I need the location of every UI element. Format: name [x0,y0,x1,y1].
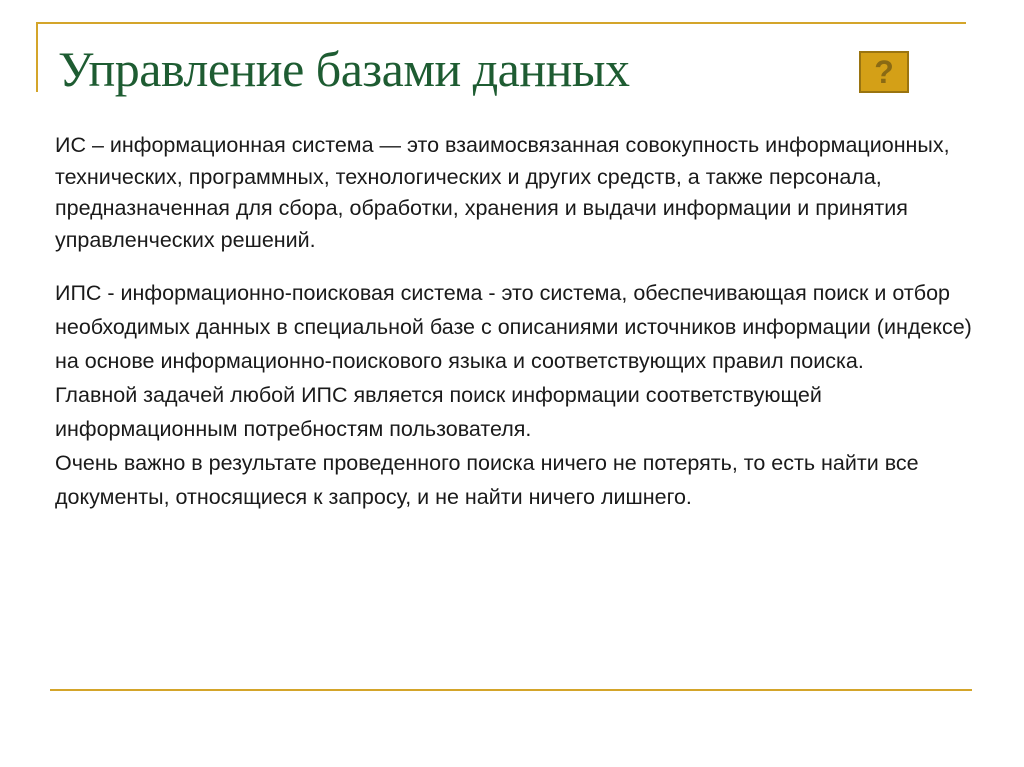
paragraph-is-definition: ИС – информационная система — это взаимосвязанная совокупность информационных, технических, программных, технологических и других средств, а также персонала, предназначенная для сбора, обработки, хранения и выдачи информации и принятия управленческих решений. [55,133,950,252]
top-divider [36,22,966,24]
paragraph-ips-definition: ИПС - информационно-поисковая система - это система, обеспечивающая поиск и отбор необходимых данных в специальной базе с описаниями источников информации (индексе) на основе информационно-поискового языка и соответствующих правил поиска. [55,281,972,373]
slide-title: Управление базами данных [58,41,630,97]
slide-body [55,130,985,514]
paragraph-ips-task: Главной задачей любой ИПС является поиск информации соответствующей информационным потребностям пользователя. [55,383,822,441]
left-divider [36,22,38,92]
paragraph-search-importance: Очень важно в результате проведенного поиска ничего не потерять, то есть найти все документы, относящиеся к запросу, и не найти ничего лишнего. [55,451,919,509]
help-button[interactable] [859,51,909,93]
question-mark-icon: ? [874,54,894,90]
bottom-divider [50,689,972,691]
